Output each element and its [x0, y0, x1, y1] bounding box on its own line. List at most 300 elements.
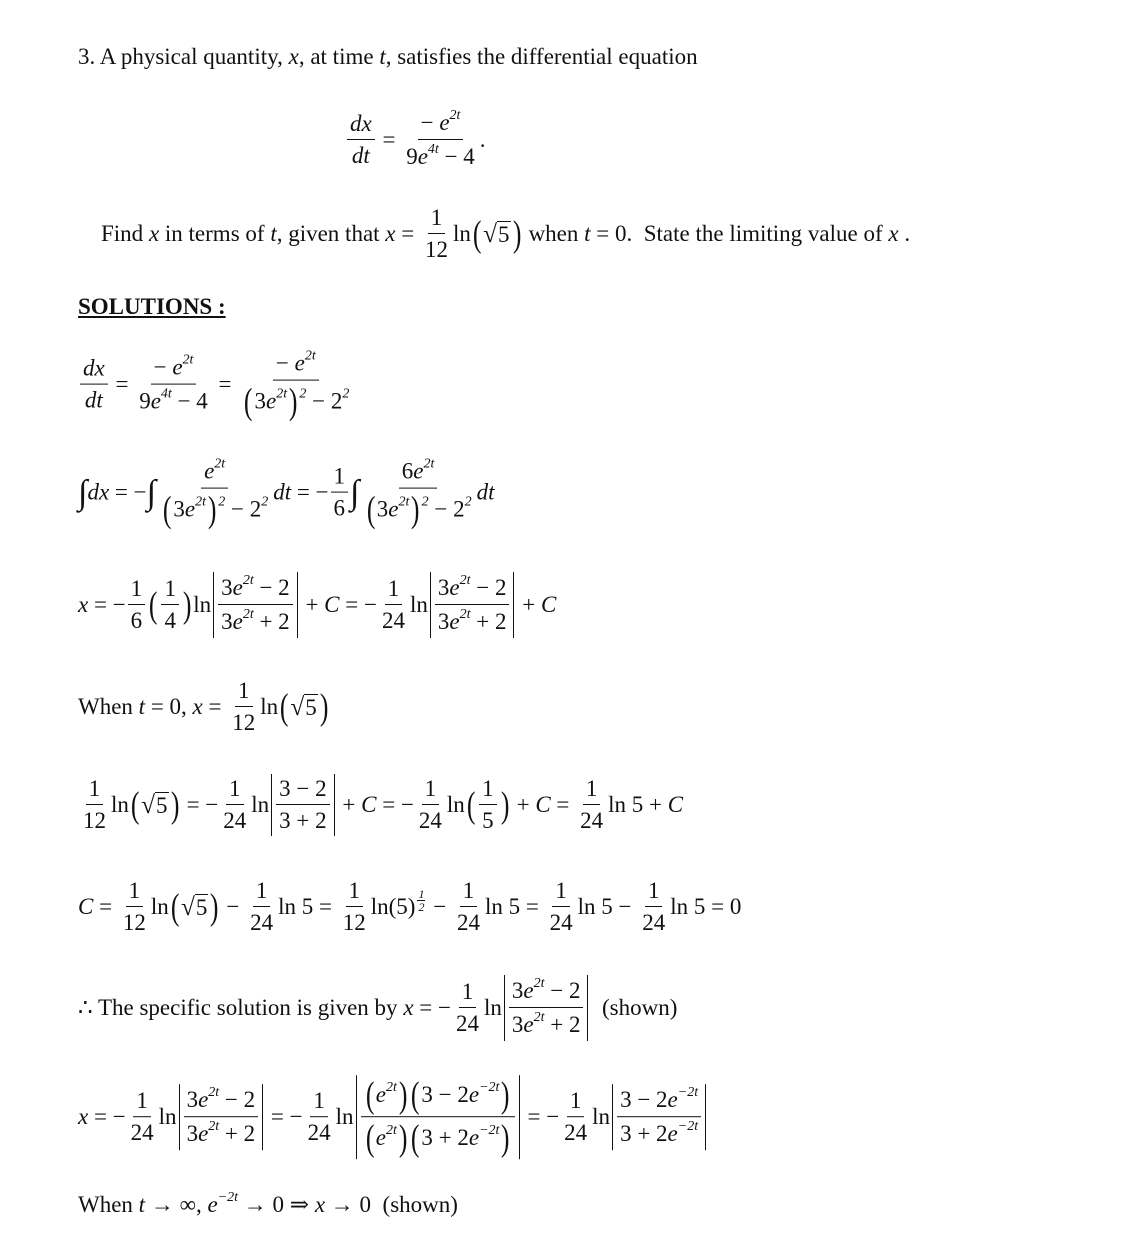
paren-content	[141, 792, 168, 818]
numerator	[253, 878, 271, 907]
paren-content	[290, 694, 317, 720]
numerator	[459, 979, 477, 1008]
fraction	[239, 350, 352, 421]
math-text: 9	[406, 144, 418, 169]
numerator	[331, 464, 349, 493]
math-text: + 2	[219, 1121, 256, 1146]
integral-sign: ∫	[146, 473, 157, 512]
fraction	[416, 776, 445, 834]
radical-sign: √	[483, 219, 498, 248]
math-text: 24	[130, 1120, 154, 1145]
numerator	[151, 354, 197, 385]
math-text: +	[516, 592, 541, 617]
exponent-text: −2t	[677, 1119, 699, 1134]
superscript	[208, 1120, 219, 1134]
fraction	[561, 1088, 590, 1146]
math-variable: e	[667, 1121, 678, 1146]
exponent-text: 2t	[385, 1080, 397, 1096]
numerator	[133, 1088, 151, 1117]
exponent-text: 2t	[398, 494, 410, 510]
superscript	[208, 1086, 219, 1100]
exponent-text: 2	[218, 494, 226, 510]
math-variable: e	[150, 388, 161, 414]
math-variable: x	[288, 44, 299, 69]
fraction	[136, 354, 211, 416]
math-text: =	[395, 221, 420, 246]
left-paren: (	[149, 583, 158, 625]
fraction	[547, 878, 576, 936]
math-variable: e	[172, 354, 183, 380]
fraction	[435, 574, 510, 636]
math-text: 3. A physical quantity,	[78, 44, 289, 69]
math-variable: t	[584, 221, 591, 246]
math-text: → 0 ⇒	[238, 1192, 315, 1217]
math-text: 3	[186, 1087, 199, 1112]
math-text: =	[109, 371, 135, 397]
fraction	[361, 1074, 515, 1158]
left-paren: (	[365, 1117, 374, 1158]
math-text: 1	[430, 205, 443, 230]
math-text: − 2	[428, 496, 465, 522]
math-variable: C	[540, 592, 557, 617]
math-text: +	[336, 792, 362, 817]
numerator	[361, 1074, 515, 1117]
math-text: 3 + 2	[279, 808, 327, 833]
exponent-text: 2t	[533, 1010, 545, 1025]
superscript	[183, 354, 194, 368]
given-equation	[345, 109, 486, 171]
denominator	[128, 605, 146, 634]
math-variable: e	[413, 458, 424, 484]
math-text: = −	[376, 792, 414, 817]
exponent-text: 2	[299, 386, 307, 402]
exponent-text: 2t	[242, 573, 254, 588]
math-variable: C	[324, 592, 340, 617]
math-text: 1	[569, 1088, 582, 1113]
denominator	[247, 907, 276, 936]
math-variable: dx	[87, 479, 110, 505]
math-text: 3	[221, 609, 233, 634]
math-variable: x	[192, 694, 203, 719]
math-text: 3	[173, 496, 185, 522]
absolute-value	[504, 975, 589, 1041]
math-text: ln	[193, 592, 212, 617]
left-paren: (	[279, 685, 289, 727]
math-text: ln	[150, 894, 169, 919]
paren-content	[376, 1124, 397, 1152]
math-text: −	[153, 354, 173, 380]
denominator	[239, 381, 352, 421]
absolute-value	[179, 1084, 264, 1150]
right-paren: )	[170, 783, 179, 825]
math-variable: e	[375, 1082, 386, 1108]
numerator	[235, 678, 253, 707]
superscript	[398, 496, 409, 510]
superscript	[342, 388, 349, 402]
exponent-text: 2t	[276, 386, 288, 402]
math-text: = −	[180, 792, 219, 817]
step-rewrite	[78, 350, 354, 421]
superscript	[423, 458, 434, 472]
fraction	[80, 776, 109, 834]
math-variable: e	[204, 458, 215, 484]
math-text: 3 − 2	[279, 776, 327, 801]
square-root	[141, 792, 168, 818]
fraction	[379, 576, 408, 634]
absolute-value	[271, 774, 334, 836]
absolute-value	[612, 1084, 706, 1150]
math-text: ln	[592, 1104, 611, 1129]
math-text: ln	[251, 792, 270, 817]
math-text: 12	[342, 910, 366, 935]
absolute-value	[430, 572, 515, 638]
fraction	[577, 776, 606, 834]
denominator	[158, 489, 271, 529]
numerator	[460, 878, 478, 907]
left-paren: (	[170, 885, 180, 927]
superscript	[218, 1191, 238, 1205]
numerator	[346, 878, 364, 907]
right-paren: )	[210, 885, 219, 927]
denominator	[305, 1117, 334, 1146]
numerator	[80, 356, 108, 385]
paren-content	[159, 576, 181, 634]
math-text: , at time	[298, 44, 380, 69]
step-substitute	[78, 774, 683, 836]
math-text: 1	[482, 776, 494, 801]
math-variable: e	[294, 350, 305, 376]
math-text: ln 5 −	[577, 894, 638, 919]
parentheses	[364, 1074, 410, 1116]
math-text: =	[376, 127, 402, 152]
numerator	[422, 776, 440, 805]
math-variable: x	[78, 1104, 89, 1129]
math-text: ln	[453, 221, 471, 246]
exponent-text: 2t	[214, 456, 226, 472]
superscript	[479, 1124, 499, 1138]
math-text: 6	[401, 458, 414, 484]
exponent-text: 2t	[459, 607, 471, 622]
math-text: + 2	[470, 609, 507, 634]
superscript	[415, 888, 427, 913]
math-text: 12	[425, 237, 448, 262]
exponent-text: 4t	[160, 386, 172, 402]
parentheses	[278, 685, 330, 727]
fraction	[453, 979, 482, 1037]
numerator	[310, 1088, 328, 1117]
math-variable: t	[138, 694, 146, 719]
numerator	[567, 1088, 585, 1117]
parentheses	[169, 885, 221, 927]
fraction	[617, 1086, 701, 1148]
denominator	[276, 805, 329, 834]
math-text: ln	[483, 995, 502, 1020]
math-text: ∴ The specific solution is given by	[78, 995, 404, 1020]
parentheses	[409, 1074, 512, 1116]
denominator	[403, 140, 478, 171]
specific-solution	[78, 975, 677, 1041]
math-text: − 4	[171, 388, 208, 414]
fraction	[229, 678, 258, 736]
denominator	[454, 907, 483, 936]
parentheses	[161, 488, 218, 530]
exponent-text: 2	[464, 494, 472, 510]
exponent-text: 2	[261, 494, 269, 510]
math-text: 1	[136, 1088, 148, 1113]
denominator	[331, 493, 349, 522]
math-text: = −	[109, 479, 147, 505]
fraction	[276, 776, 329, 834]
numerator	[552, 878, 570, 907]
superscript	[465, 496, 472, 510]
math-text: , satisfies the differential equation	[385, 44, 698, 69]
math-text: 6	[333, 495, 346, 521]
math-text: 1	[313, 1088, 325, 1113]
math-variable: e	[388, 496, 399, 522]
superscript	[479, 1082, 499, 1096]
math-text: 12	[122, 910, 146, 935]
step-simplify	[78, 1075, 708, 1159]
math-variable: e	[417, 144, 428, 169]
math-variable: x	[148, 221, 160, 246]
math-text: ln	[158, 1104, 177, 1129]
radical-sign: √	[141, 790, 156, 819]
math-text: 24	[549, 910, 573, 935]
fraction	[161, 576, 179, 634]
left-paren: (	[365, 1074, 374, 1116]
math-text: 3 − 2	[421, 1082, 469, 1108]
paren-content	[421, 1124, 499, 1152]
numerator	[399, 458, 438, 489]
square-root	[181, 894, 208, 920]
fraction	[80, 356, 108, 414]
denominator	[416, 805, 445, 834]
exponent-text: 2t	[533, 976, 545, 991]
math-variable: t	[138, 1192, 146, 1217]
math-text: 1	[255, 878, 268, 903]
math-text: 1	[585, 776, 598, 801]
fraction	[128, 1088, 157, 1146]
math-text: ln	[111, 792, 129, 817]
left-paren: (	[162, 488, 172, 530]
superscript	[195, 496, 206, 510]
fraction	[220, 776, 249, 834]
numerator	[86, 776, 104, 805]
superscript	[243, 574, 254, 588]
math-text: ln 5 = 0	[670, 894, 742, 919]
math-text: 12	[232, 710, 256, 735]
math-text: 24	[642, 910, 666, 935]
exponent-text: 4t	[427, 142, 439, 157]
fraction	[120, 878, 149, 936]
numerator	[276, 776, 329, 805]
denominator	[161, 605, 179, 634]
math-variable: e	[468, 1082, 480, 1108]
numerator	[126, 878, 144, 907]
math-text: (shown)	[590, 995, 678, 1020]
math-text: = −	[265, 1104, 303, 1129]
denominator	[617, 1117, 701, 1148]
math-text: 1	[130, 576, 143, 601]
limiting-value	[78, 1191, 458, 1219]
solutions-heading	[78, 294, 226, 320]
exponent-text: 2t	[208, 1085, 220, 1100]
math-variable: e	[667, 1087, 678, 1112]
denominator	[509, 1008, 584, 1039]
math-text: → 0 (shown)	[325, 1192, 458, 1217]
fraction	[247, 878, 276, 936]
exponent-text: 2t	[304, 348, 316, 364]
exponent-text: 2t	[195, 494, 206, 510]
paren-content	[376, 1082, 397, 1110]
right-paren: )	[512, 212, 521, 254]
integral-sign: ∫	[78, 473, 88, 512]
right-paren: )	[319, 685, 329, 727]
math-text: in terms of	[159, 221, 271, 246]
numerator	[347, 111, 375, 140]
numerator	[435, 574, 510, 605]
numerator	[161, 576, 179, 605]
superscript	[678, 1086, 698, 1100]
exponent-text: 2t	[423, 456, 435, 472]
math-variable: x	[314, 1192, 326, 1217]
math-variable: x	[385, 221, 396, 246]
numerator	[184, 1086, 259, 1117]
numerator	[509, 977, 584, 1008]
initial-condition	[78, 678, 330, 736]
math-text: 1	[555, 878, 567, 903]
superscript	[386, 1124, 397, 1138]
math-variable: e	[523, 1012, 534, 1037]
math-variable: e	[439, 110, 450, 135]
math-text: 3 + 2	[620, 1121, 668, 1146]
math-variable: e	[375, 1125, 386, 1151]
math-text: 1	[229, 776, 241, 801]
denominator	[547, 907, 576, 936]
superscript	[428, 143, 439, 157]
fraction	[417, 888, 425, 913]
math-text: → ∞,	[145, 1192, 208, 1217]
math-text: 24	[455, 1011, 479, 1036]
numerator	[645, 878, 663, 907]
denominator	[80, 805, 109, 834]
math-text: ln	[260, 694, 279, 719]
math-text: 3	[437, 609, 450, 634]
fraction	[128, 576, 146, 634]
math-text: 1	[238, 678, 250, 703]
math-text: 1	[164, 576, 176, 601]
paren-content	[173, 496, 206, 524]
denominator	[479, 805, 497, 834]
math-text: +	[299, 592, 325, 617]
math-text: 24	[564, 1120, 588, 1145]
right-paren: )	[288, 380, 298, 422]
math-text: −	[427, 894, 452, 919]
integral-sign: ∫	[350, 473, 360, 512]
exponent-text: 2t	[182, 352, 194, 368]
numerator	[479, 776, 497, 805]
math-text: = −	[88, 1104, 126, 1129]
numerator	[273, 350, 319, 381]
fraction	[331, 464, 349, 522]
absolute-value	[213, 572, 298, 638]
math-text: 4	[164, 608, 176, 633]
math-text: 24	[418, 808, 442, 833]
right-paren: )	[411, 488, 420, 530]
math-variable: dt	[273, 479, 292, 505]
denominator	[577, 805, 606, 834]
math-text: 3	[254, 388, 267, 414]
math-variable: C	[535, 792, 551, 817]
math-variable: e	[523, 978, 534, 1003]
math-text: 9	[139, 388, 151, 414]
math-text: + 2	[544, 1012, 581, 1037]
denominator	[379, 605, 408, 634]
math-text: −	[220, 894, 246, 919]
superscript	[460, 574, 471, 588]
math-text: = 0,	[145, 694, 193, 719]
right-paren: )	[501, 1074, 510, 1116]
denominator	[120, 907, 149, 936]
right-paren: )	[398, 1117, 408, 1158]
parentheses	[409, 1117, 512, 1158]
math-text: ln 5 =	[278, 894, 338, 919]
denominator	[422, 234, 451, 263]
math-text: = −	[521, 1104, 560, 1129]
math-text: +	[510, 792, 536, 817]
numerator	[428, 205, 446, 234]
right-paren: )	[501, 1117, 510, 1158]
exponent-text: −2t	[479, 1123, 500, 1139]
math-text: 1	[128, 878, 141, 903]
math-text: 1	[333, 463, 346, 489]
paren-content	[421, 1082, 499, 1110]
math-text: = −	[339, 592, 377, 617]
radical-sign: √	[180, 892, 195, 921]
fraction	[347, 111, 375, 169]
left-paren: (	[410, 1117, 420, 1158]
math-text: 24	[223, 808, 247, 833]
math-variable: x	[403, 995, 414, 1020]
math-variable: C	[78, 894, 94, 919]
numerator	[226, 776, 244, 805]
numerator	[617, 1086, 701, 1117]
math-variable: dt	[476, 479, 495, 505]
paren-content	[483, 221, 510, 247]
fraction	[454, 878, 483, 936]
math-text: 3	[186, 1121, 199, 1146]
right-paren: )	[398, 1074, 408, 1116]
math-text: − 4	[438, 144, 475, 169]
math-text: 24	[250, 910, 274, 935]
math-text: + 2	[253, 609, 290, 634]
exponent-text: 2	[342, 386, 350, 402]
step-constant	[78, 878, 741, 936]
step-integrate	[78, 458, 495, 529]
parentheses	[465, 776, 511, 834]
math-variable: e	[449, 575, 460, 600]
parentheses	[242, 380, 299, 422]
math-text: =	[212, 371, 238, 397]
math-text: 3	[376, 496, 389, 522]
radicand: 5	[305, 694, 317, 720]
math-text: 24	[580, 808, 604, 833]
superscript	[276, 388, 287, 402]
math-text: 1	[462, 878, 475, 903]
math-text: 1	[461, 979, 474, 1004]
math-variable: t	[379, 44, 386, 69]
math-text: 3 + 2	[421, 1125, 469, 1151]
